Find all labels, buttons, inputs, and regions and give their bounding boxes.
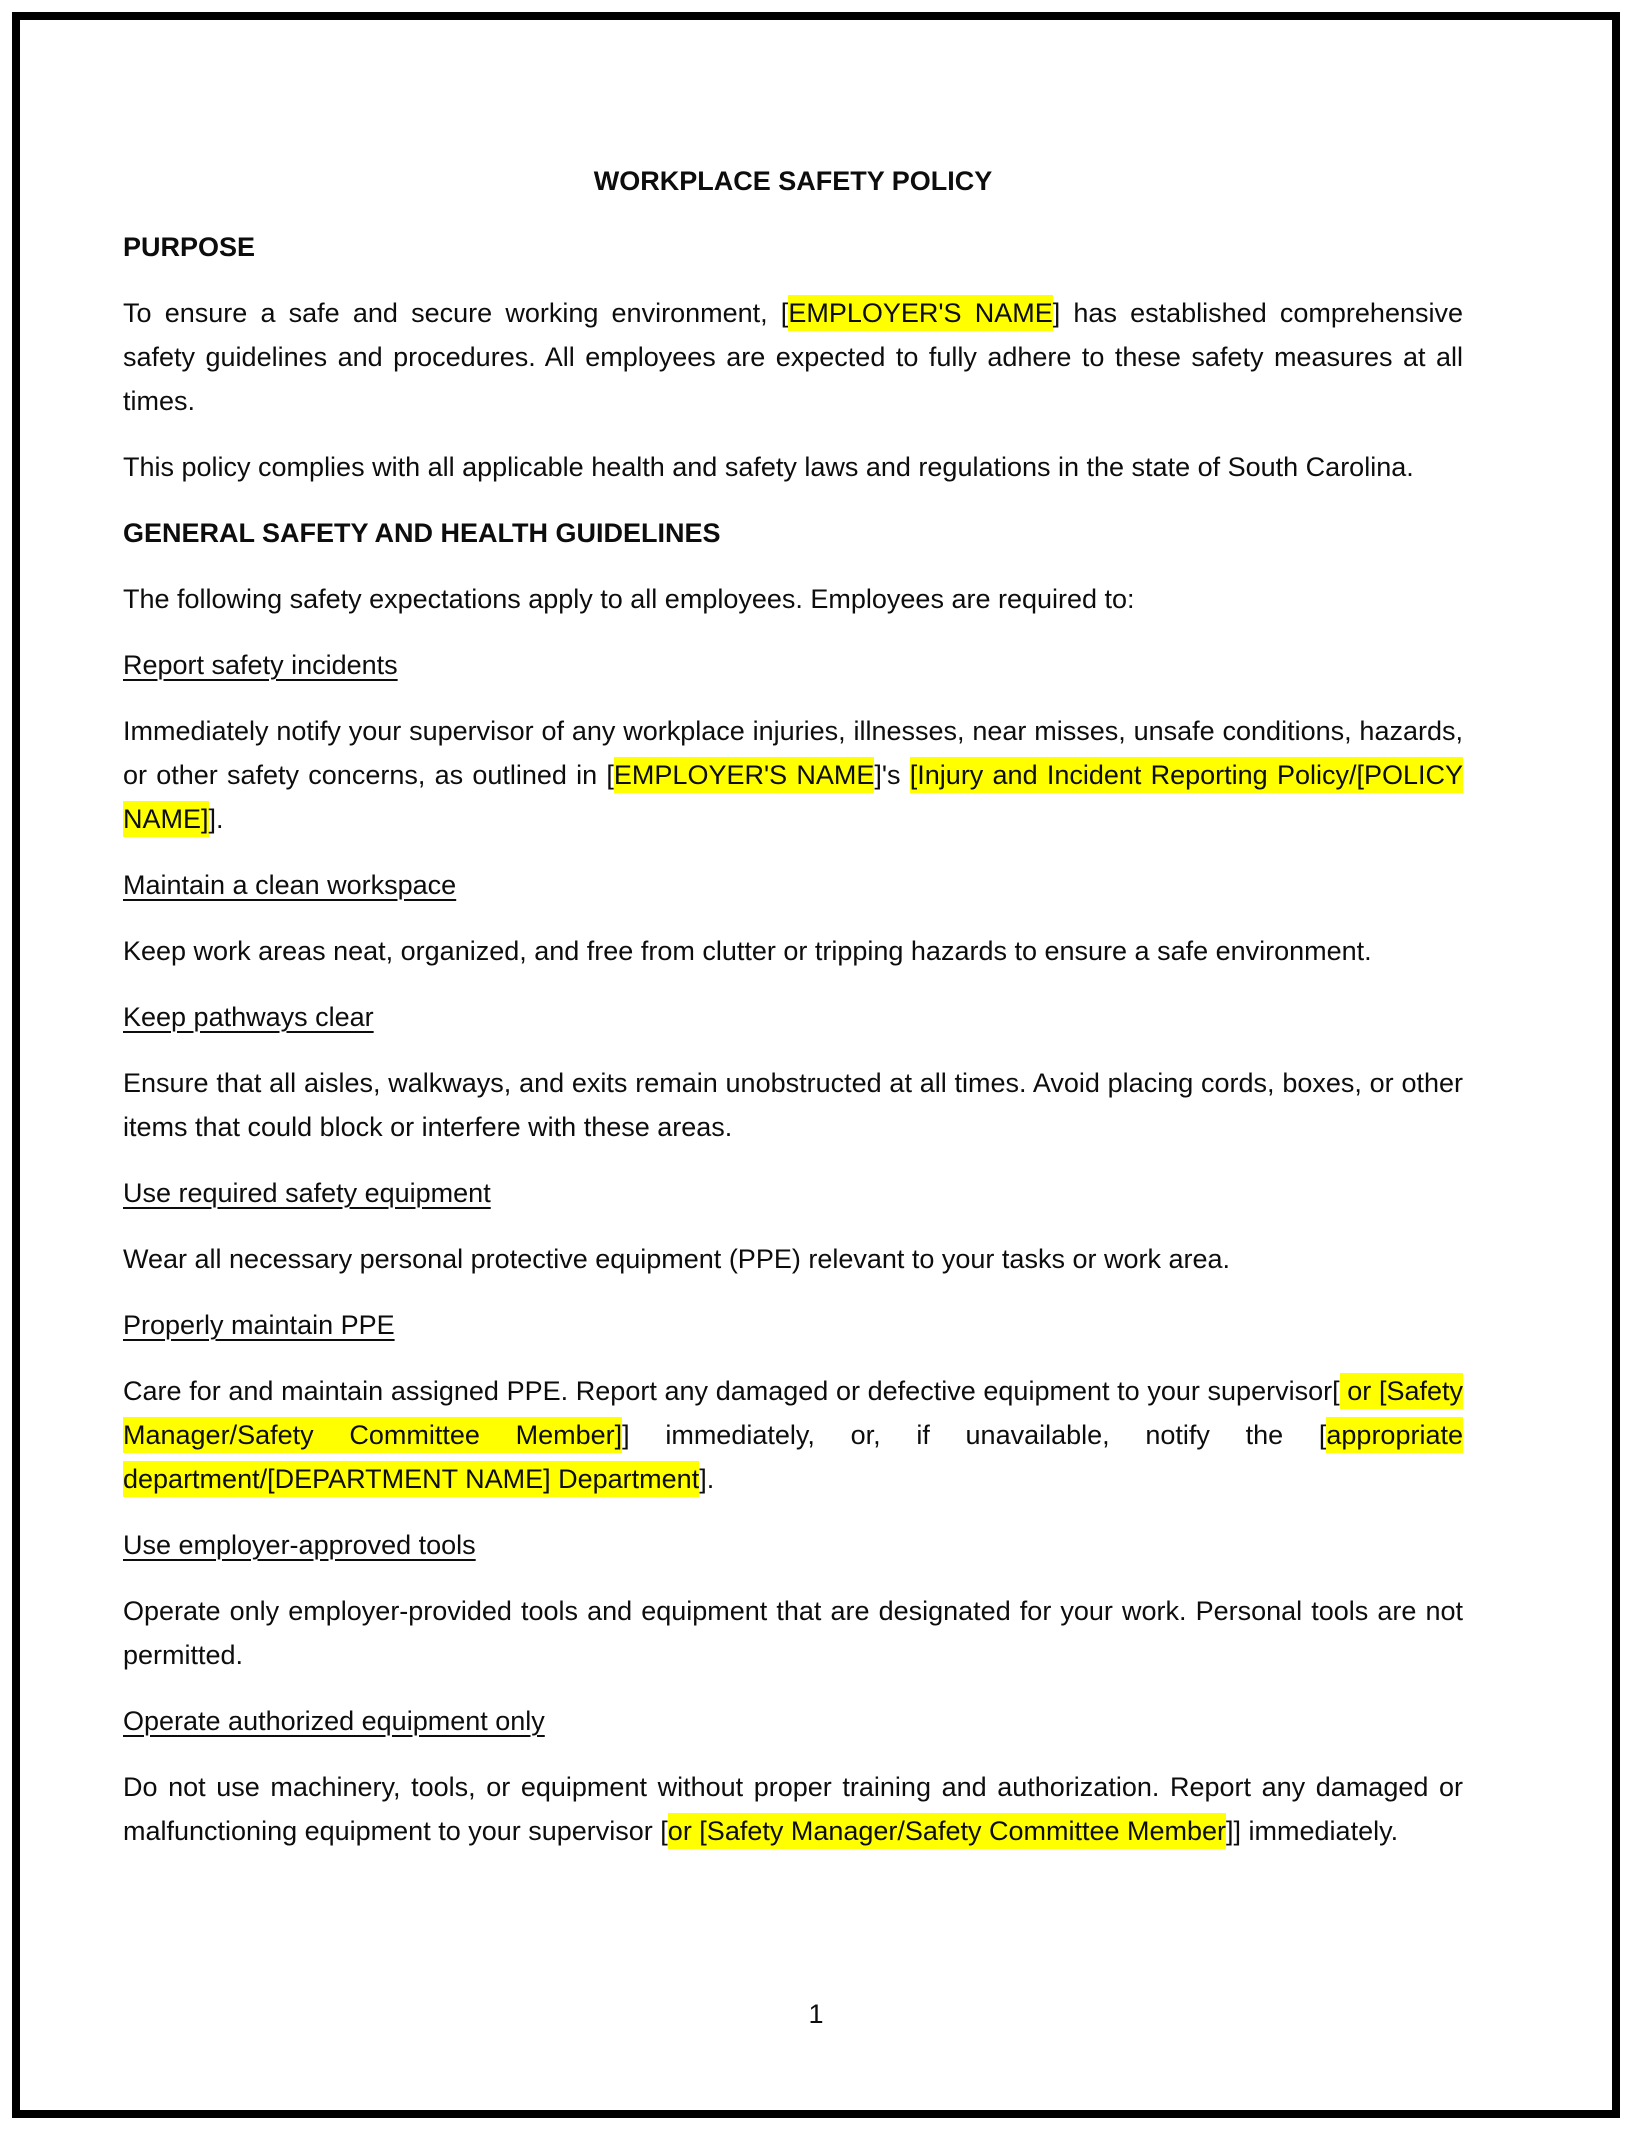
section-subheading: [123, 1523, 1463, 1567]
subheading-label: Maintain a clean workspace: [123, 870, 457, 900]
text-segment: Immediately notify your supervisor of any workplace injuries, illnesses, near misses, unsafe conditions, hazards, or other safety concerns, as outlined in [: [123, 716, 1463, 790]
highlighted-placeholder: appropriate department/[DEPARTMENT NAME] Department: [123, 1417, 1463, 1497]
text-segment: Keep work areas neat, organized, and free from clutter or tripping hazards to ensure a safe environment.: [123, 936, 1372, 966]
paragraph: [123, 1369, 1463, 1501]
section-subheading: [123, 995, 1463, 1039]
section-subheading: [123, 863, 1463, 907]
section-subheading: [123, 1699, 1463, 1743]
text-segment: Wear all necessary personal protective equipment (PPE) relevant to your tasks or work area.: [123, 1244, 1230, 1274]
text-segment: ]'s: [874, 760, 910, 790]
paragraph: [123, 929, 1463, 973]
paragraph: [123, 1589, 1463, 1677]
document-title: WORKPLACE SAFETY POLICY: [593, 166, 993, 196]
page-border: [12, 12, 1620, 2118]
paragraph: [123, 1765, 1463, 1853]
paragraph: [123, 1061, 1463, 1149]
highlighted-placeholder: or [Safety Manager/Safety Committee Member]: [123, 1373, 1463, 1453]
paragraph: [123, 291, 1463, 423]
text-segment: ]] immediately.: [1226, 1816, 1399, 1846]
text-segment: This policy complies with all applicable health and safety laws and regulations in the state of South Carolina.: [123, 452, 1414, 482]
paragraph: [123, 577, 1463, 621]
page-footer: [20, 1992, 1612, 2036]
text-segment: To ensure a safe and secure working environment, [: [123, 298, 789, 328]
subheading-label: Properly maintain PPE: [123, 1310, 395, 1340]
subheading-label: Keep pathways clear: [123, 1002, 374, 1032]
highlighted-placeholder: [Injury and Incident Reporting Policy/[POLICY NAME]: [123, 757, 1463, 837]
section-heading: PURPOSE: [123, 232, 256, 262]
highlighted-placeholder: or [Safety Manager/Safety Committee Member: [668, 1813, 1226, 1849]
text-segment: ] immediately, or, if unavailable, notify the [: [622, 1420, 1327, 1450]
text-segment: ].: [208, 804, 224, 834]
document-body: [123, 225, 1463, 1853]
section-subheading: [123, 1303, 1463, 1347]
subheading-label: Use employer-approved tools: [123, 1530, 476, 1560]
subheading-label: Use required safety equipment: [123, 1178, 491, 1208]
text-segment: ].: [699, 1464, 715, 1494]
text-segment: Ensure that all aisles, walkways, and exits remain unobstructed at all times. Avoid placing cords, boxes, or other items that could block or interfere with these areas.: [123, 1068, 1463, 1142]
section-heading: GENERAL SAFETY AND HEALTH GUIDELINES: [123, 518, 721, 548]
section-subheading: [123, 1171, 1463, 1215]
text-segment: The following safety expectations apply to all employees. Employees are required to:: [123, 584, 1135, 614]
highlighted-placeholder: EMPLOYER'S NAME: [614, 757, 874, 793]
section-subheading: [123, 643, 1463, 687]
text-segment: Care for and maintain assigned PPE. Report any damaged or defective equipment to your supervisor[: [123, 1376, 1340, 1406]
paragraph: [123, 709, 1463, 841]
text-segment: Operate only employer-provided tools and equipment that are designated for your work. Personal tools are not permitted.: [123, 1596, 1463, 1670]
document-page: [20, 20, 1612, 2110]
page-number: 1: [808, 1999, 824, 2029]
text-segment: ] has established comprehensive safety guidelines and procedures. All employees are expected to fully adhere to these safety measures at all times.: [123, 298, 1463, 416]
paragraph: [123, 1237, 1463, 1281]
subheading-label: Report safety incidents: [123, 650, 398, 680]
text-segment: Do not use machinery, tools, or equipment without proper training and authorization. Report any damaged or malfunctioning equipment to your supervisor [: [123, 1772, 1463, 1846]
paragraph: [123, 445, 1463, 489]
highlighted-placeholder: EMPLOYER'S NAME: [788, 295, 1052, 331]
subheading-label: Operate authorized equipment only: [123, 1706, 545, 1736]
